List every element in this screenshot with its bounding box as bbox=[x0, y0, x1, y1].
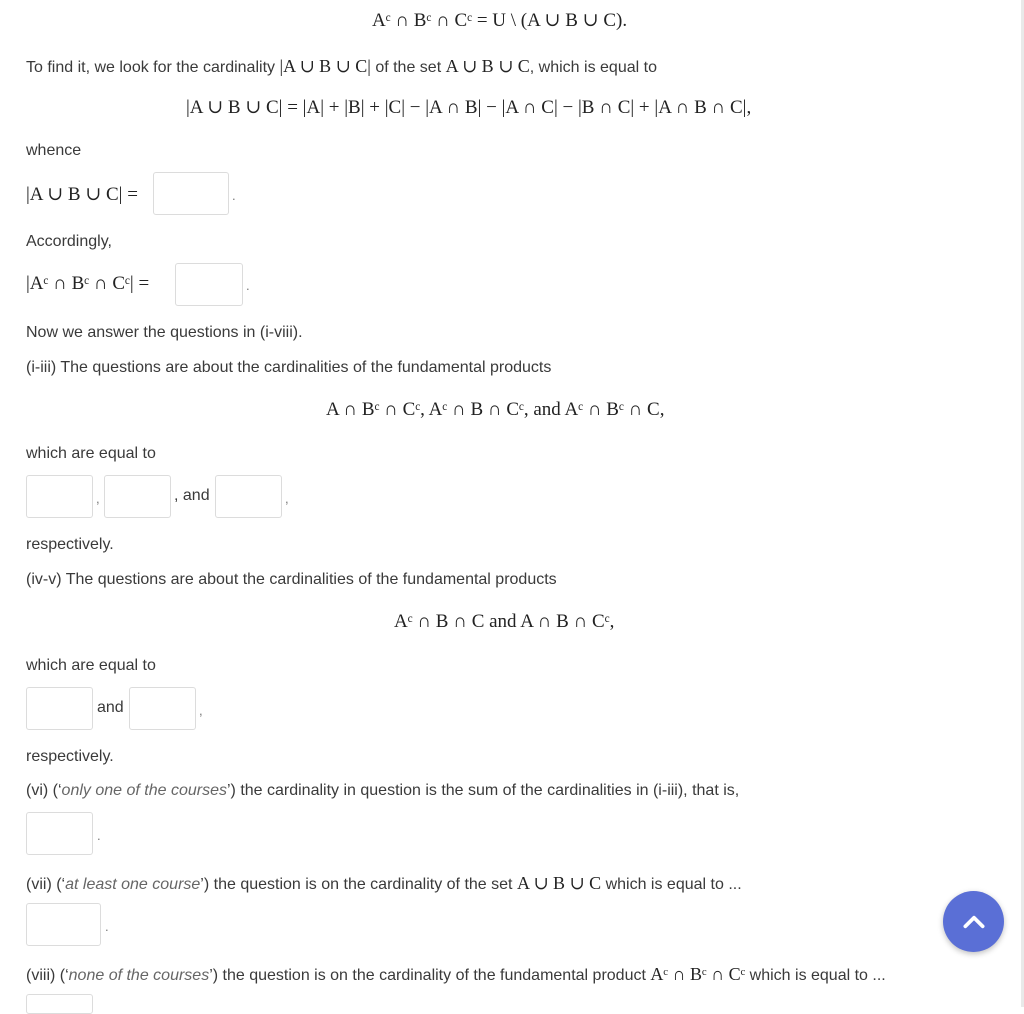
union-card-input[interactable] bbox=[153, 172, 229, 215]
accordingly-label: Accordingly, bbox=[26, 233, 112, 250]
answer-v-input[interactable] bbox=[129, 687, 196, 730]
complement-card-input[interactable] bbox=[175, 263, 243, 306]
vii-emphasis: at least one course bbox=[65, 876, 201, 893]
find-intro-suffix: , which is equal to bbox=[529, 59, 657, 76]
vii-suffix: which is equal to ... bbox=[605, 876, 742, 893]
vii-set: A ∪ B ∪ C bbox=[516, 873, 602, 893]
find-intro-card: |A ∪ B ∪ C| bbox=[279, 56, 371, 76]
viii-emphasis: none of the courses bbox=[68, 967, 210, 984]
iv-v-intro-text: (iv-v) The questions are about the cardinalities of the fundamental products bbox=[26, 571, 557, 588]
vii-mid: ’) the question is on the cardinality of the set bbox=[200, 876, 513, 893]
answer-vi-period: . bbox=[97, 828, 101, 843]
answer-viii-input[interactable] bbox=[26, 994, 93, 1014]
viii-prefix: (viii) (‘ bbox=[26, 967, 69, 984]
which-equal-1: which are equal to bbox=[26, 445, 156, 462]
find-intro-mid: of the set bbox=[375, 59, 442, 76]
scroll-to-top-button[interactable] bbox=[943, 891, 1004, 952]
whence-label: whence bbox=[26, 142, 82, 159]
answer-i-input[interactable] bbox=[26, 475, 93, 518]
viii-set: Aᶜ ∩ Bᶜ ∩ Cᶜ bbox=[650, 964, 746, 984]
vi-text bbox=[26, 782, 739, 800]
respectively-2: respectively. bbox=[26, 748, 114, 765]
answer-vii-input[interactable] bbox=[26, 903, 101, 946]
find-intro-set: A ∪ B ∪ C bbox=[445, 56, 530, 76]
products-i-iii-equation: A ∩ Bᶜ ∩ Cᶜ, Aᶜ ∩ B ∩ Cᶜ, and Aᶜ ∩ Bᶜ ∩ C, bbox=[326, 399, 665, 420]
which-equal-2: which are equal to bbox=[26, 657, 156, 674]
respectively-1: respectively. bbox=[26, 536, 114, 553]
viii-suffix: which is equal to ... bbox=[749, 967, 886, 984]
find-intro-line bbox=[26, 56, 657, 77]
i-iii-intro-text: (i-iii) The questions are about the cardinalities of the fundamental products bbox=[26, 359, 552, 376]
vi-suffix: ’) the cardinality in question is the sum of the cardinalities in (i-iii), that is, bbox=[226, 782, 740, 799]
viii-text bbox=[26, 964, 886, 985]
find-intro-prefix: To find it, we look for the cardinality bbox=[26, 59, 276, 76]
answer-v-comma: , bbox=[199, 703, 203, 718]
viii-mid: ’) the question is on the cardinality of the fundamental product bbox=[209, 967, 646, 984]
vi-emphasis: only one of the courses bbox=[61, 782, 227, 799]
answer-iii-input[interactable] bbox=[215, 475, 282, 518]
vii-text bbox=[26, 873, 742, 894]
answer-vi-input[interactable] bbox=[26, 812, 93, 855]
complement-card-label: |Aᶜ ∩ Bᶜ ∩ Cᶜ| = bbox=[26, 273, 150, 294]
union-card-period: . bbox=[232, 188, 236, 203]
inclusion-exclusion-equation: |A ∪ B ∪ C| = |A| + |B| + |C| − |A ∩ B| − |A ∩ C| − |B ∩ C| + |A ∩ B ∩ C|, bbox=[186, 97, 752, 118]
answer-ii-input[interactable] bbox=[104, 475, 171, 518]
complement-card-period: . bbox=[246, 278, 250, 293]
answer-iv-input[interactable] bbox=[26, 687, 93, 730]
vi-prefix: (vi) (‘ bbox=[26, 782, 62, 799]
complement-identity-equation: Aᶜ ∩ Bᶜ ∩ Cᶜ = U \ (A ∪ B ∪ C). bbox=[372, 10, 628, 31]
answer-iii-comma: , bbox=[285, 491, 289, 506]
chevron-up-icon bbox=[961, 909, 987, 935]
and-label-1: , and bbox=[174, 487, 210, 504]
and-label-2: and bbox=[97, 699, 124, 716]
vii-prefix: (vii) (‘ bbox=[26, 876, 66, 893]
products-iv-v-equation: Aᶜ ∩ B ∩ C and A ∩ B ∩ Cᶜ, bbox=[394, 611, 615, 632]
union-card-label: |A ∪ B ∪ C| = bbox=[26, 184, 138, 205]
answer-i-comma: , bbox=[96, 491, 100, 506]
now-answer-text: Now we answer the questions in (i-viii). bbox=[26, 324, 303, 341]
answer-vii-period: . bbox=[105, 919, 109, 934]
